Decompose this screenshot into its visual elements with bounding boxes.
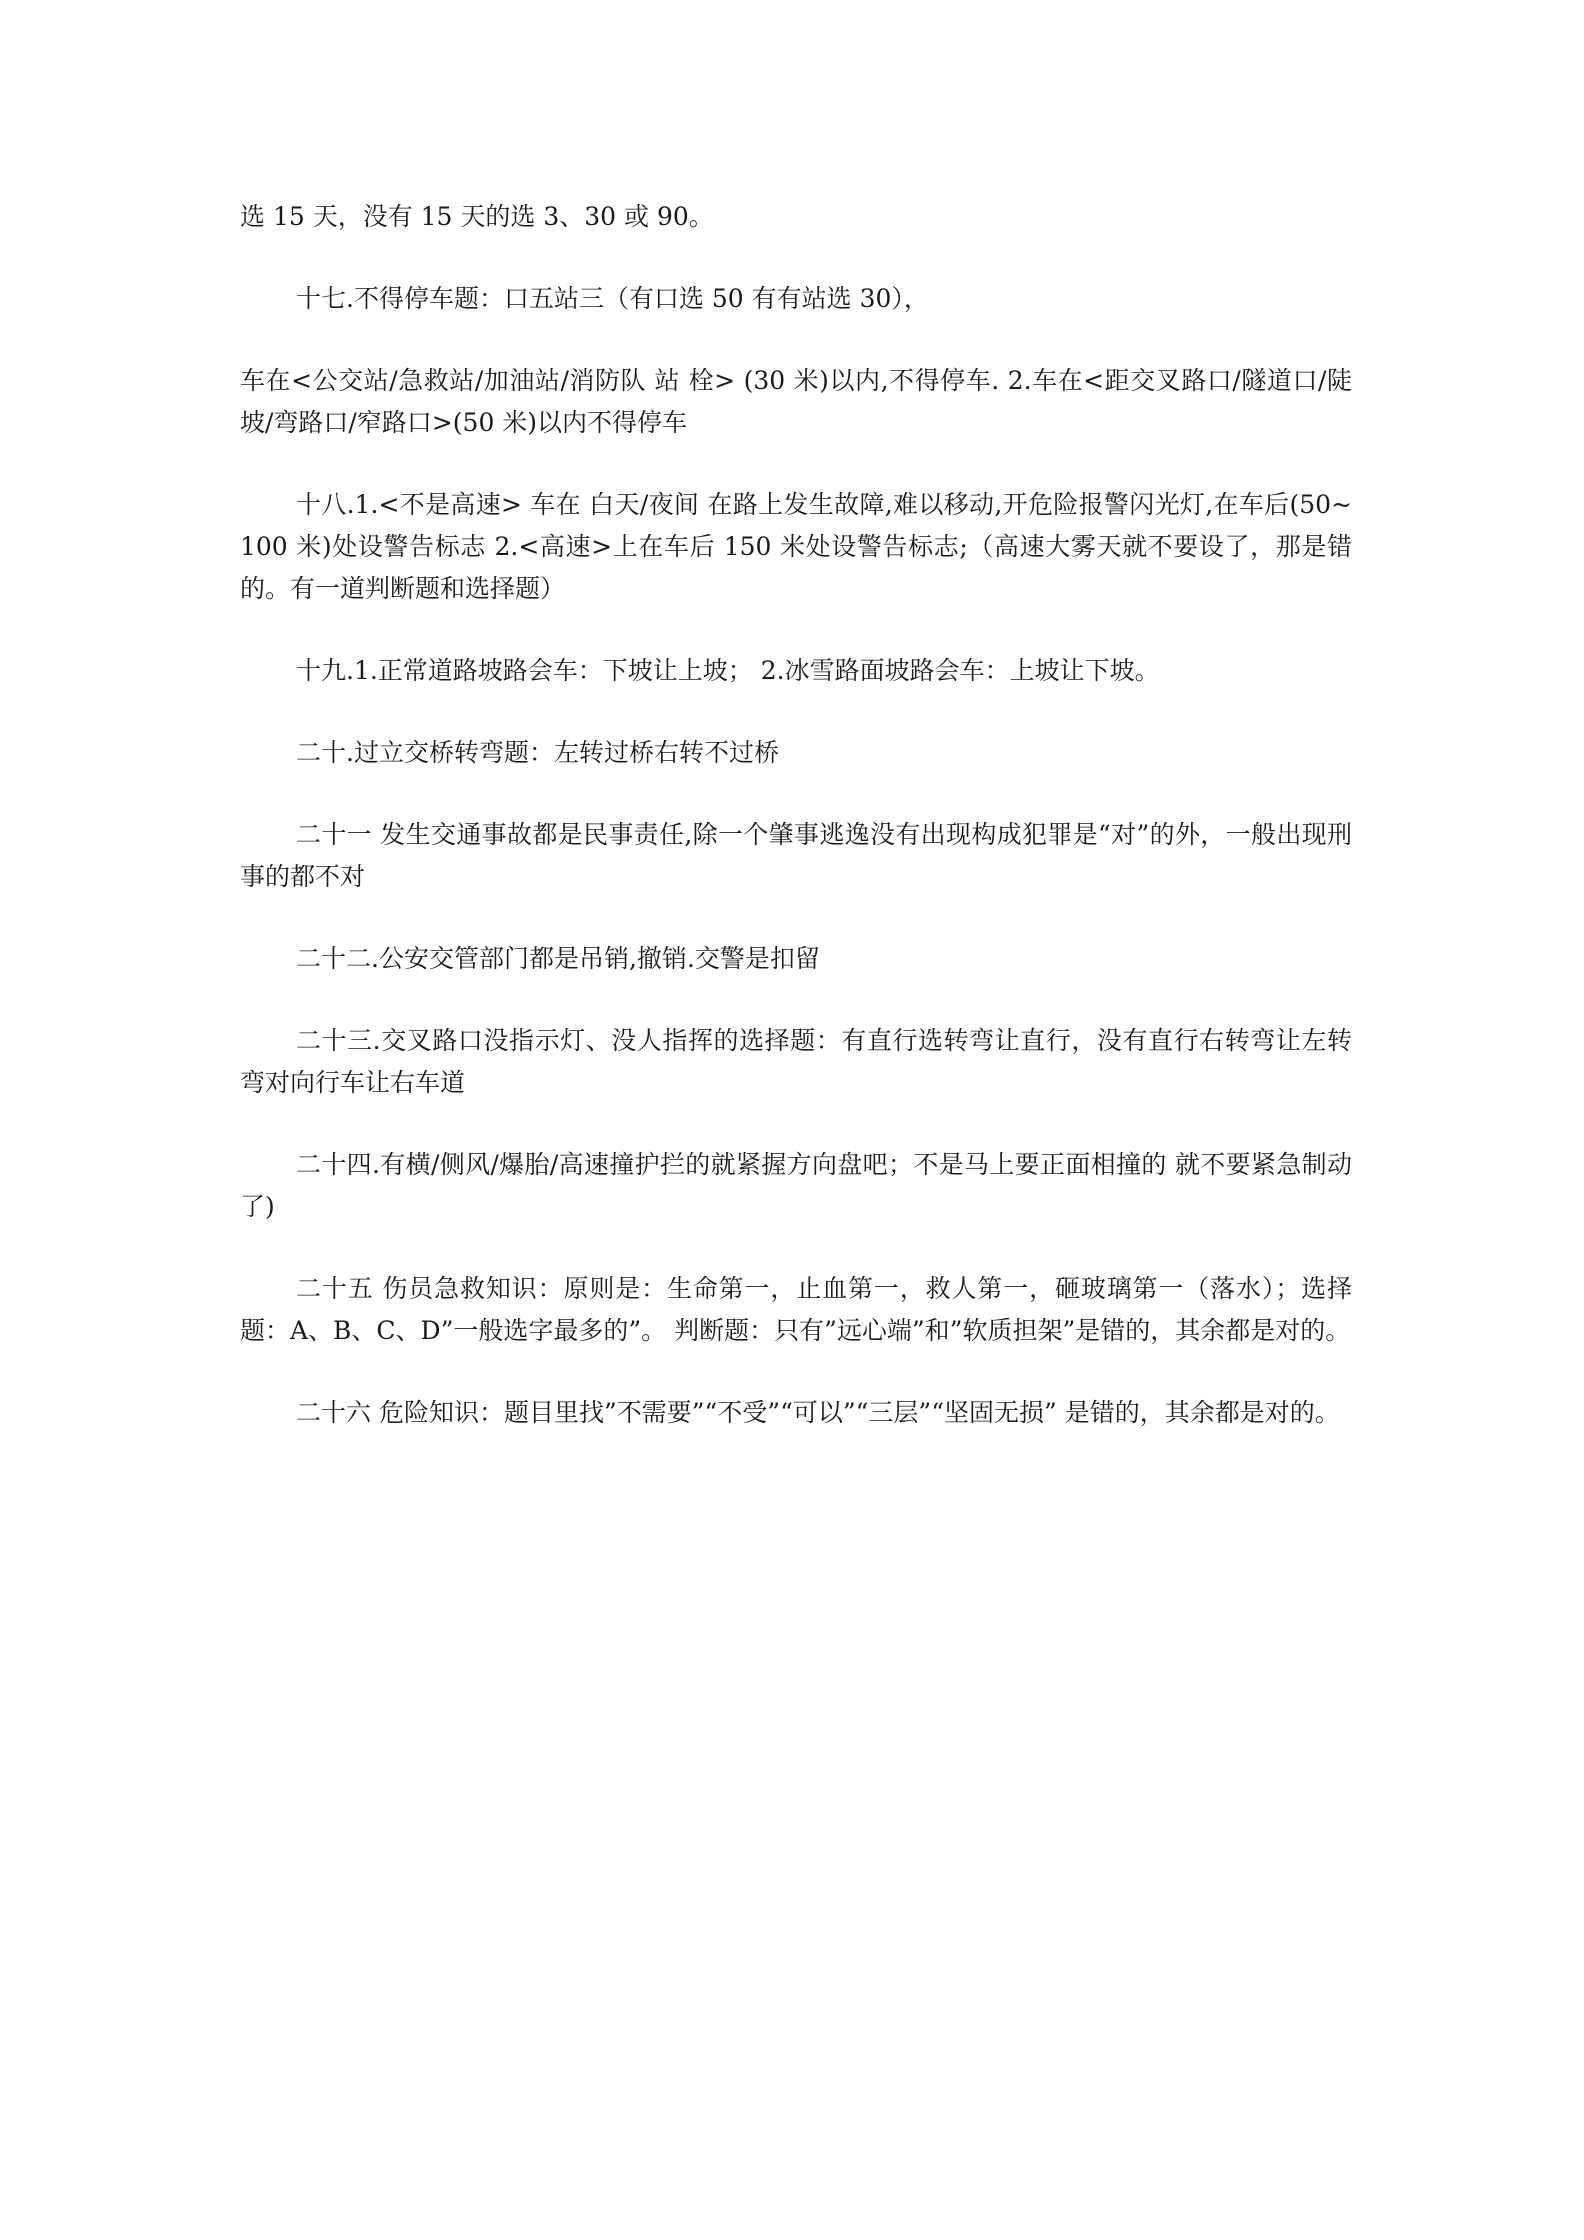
paragraph-19: 十九.1.正常道路坡路会车：下坡让上坡； 2.冰雪路面坡路会车：上坡让下坡。 — [296, 656, 1160, 685]
document-body — [240, 196, 1352, 1434]
paragraph-20: 二十.过立交桥转弯题：左转过桥右转不过桥 — [296, 738, 779, 767]
paragraph-17-detail: 车在<公交站/急救站/加油站/消防队 站 栓> (30 米)以内,不得停车. 2.车在<距交叉路口/隧道口/陡坡/弯路口/窄路口>(50 米)以内不得停车 — [240, 366, 1352, 437]
paragraph-17: 十七.不得停车题：口五站三（有口选 50 有有站选 30）， — [296, 284, 929, 313]
paragraph-24: 二十四.有横/侧风/爆胎/高速撞护拦的就紧握方向盘吧；不是马上要正面相撞的 就不要紧急制动了) — [240, 1150, 1352, 1221]
paragraph-25: 二十五 伤员急救知识：原则是：生命第一，止血第一，救人第一，砸玻璃第一（落水）；选择题：A、B、C、D”一般选字最多的”。 判断题：只有”远心端”和”软质担架”是错的，其余都是对的。 — [240, 1274, 1352, 1345]
paragraph-21: 二十一 发生交通事故都是民事责任,除一个肇事逃逸没有出现构成犯罪是“对”的外，一般出现刑事的都不对 — [240, 820, 1352, 891]
paragraph-18: 十八.1.<不是高速> 车在 白天/夜间 在路上发生故障,难以移动,开危险报警闪光灯,在车后(50~100 米)处设警告标志 2.<高速>上在车后 150 米处设警告标志;（高速大雾天就不要设了，那是错的。有一道判断题和选择题） — [240, 490, 1352, 603]
paragraph-26: 二十六 危险知识：题目里找”不需要”“不受”“可以”“三层”“坚固无损” 是错的，其余都是对的。 — [296, 1398, 1340, 1427]
paragraph-16-cont: 选 15 天，没有 15 天的选 3、30 或 90。 — [240, 202, 714, 231]
paragraph-22: 二十二.公安交管部门都是吊销,撤销.交警是扣留 — [296, 944, 820, 973]
paragraph-23: 二十三.交叉路口没指示灯、没人指挥的选择题：有直行选转弯让直行，没有直行右转弯让左转弯对向行车让右车道 — [240, 1026, 1352, 1097]
